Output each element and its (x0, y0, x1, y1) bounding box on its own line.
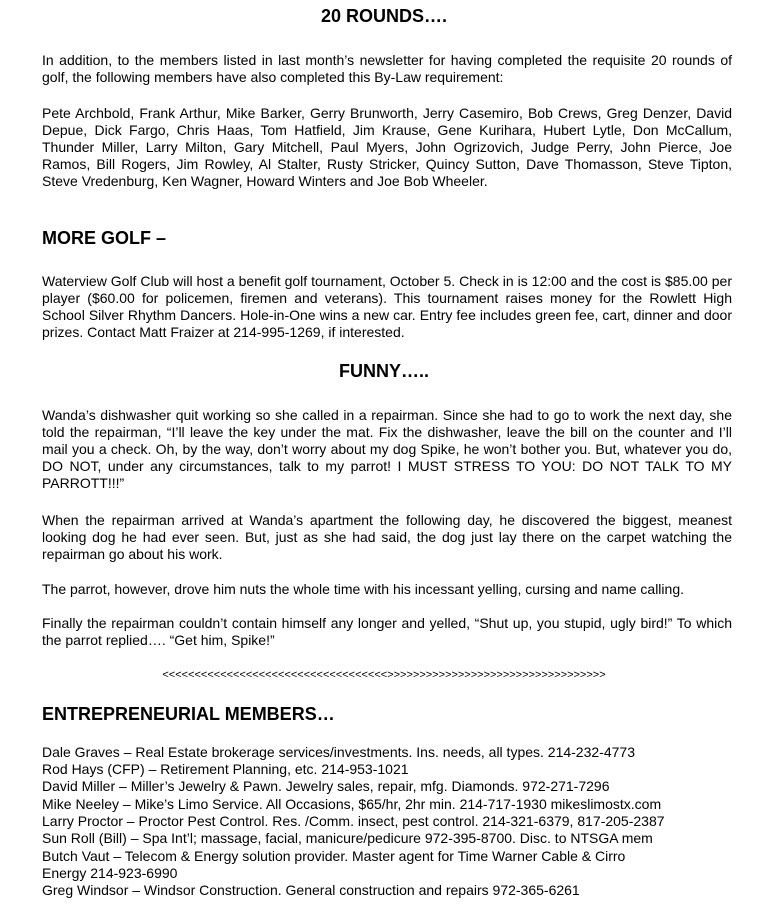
funny-paragraph-3: The parrot, however, drove him nuts the whole time with his incessant yelling, cursing and name calling. (42, 581, 684, 597)
entrepreneur-line: Dale Graves – Real Estate brokerage services/investments. Ins. needs, all types. 214-232-4773 (42, 744, 635, 760)
funny-heading: FUNNY….. (339, 361, 429, 381)
entrepreneur-line: Mike Neeley – Mike’s Limo Service. All Occasions, $65/hr, 2hr min. 214-717-1930 mikeslimostx.com (42, 796, 662, 812)
funny-paragraph-4: Finally the repairman couldn’t contain himself any longer and yelled, “Shut up, you stupid, ugly bird!” To which the parrot replied…. “Get him, Spike!” (42, 615, 732, 648)
more-golf-text: Waterview Golf Club will host a benefit golf tournament, October 5. Check in is 12:00 and the cost is $85.00 per player ($60.00 for policemen, firemen and veterans). This tournament raises money for the Rowlett High School Silver Rhythm Dancers. Hole-in-One wins a new car. Entry fee includes green fee, cart, dinner and door prizes. Contact Matt Fraizer at 214-995-1269, if interested. (42, 273, 732, 340)
more-golf-heading: MORE GOLF – (42, 228, 167, 248)
entrepreneur-line: Energy 214-923-6990 (42, 865, 178, 881)
entrepreneur-line: Butch Vaut – Telecom & Energy solution provider. Master agent for Time Warner Cable & Cirro (42, 848, 626, 864)
funny-paragraph-2: When the repairman arrived at Wanda’s apartment the following day, he discovered the biggest, meanest looking dog he had ever seen. But, just as she had said, the dog just lay there on the carpet watching the repairman go about his work. (42, 512, 732, 562)
entrepreneur-line: Rod Hays (CFP) – Retirement Planning, etc. 214-953-1021 (42, 761, 409, 777)
entrepreneur-line: David Miller – Miller’s Jewelry & Pawn. Jewelry sales, repair, mfg. Diamonds. 972-271-7296 (42, 778, 610, 794)
funny-paragraph-1: Wanda’s dishwasher quit working so she called in a repairman. Since she had to go to work the next day, she told the repairman, “I’ll leave the key under the mat. Fix the dishwasher, leave the bill on the counter and I’ll mail you a check. Oh, by the way, don’t worry about my dog Spike, he won’t bother you. But, whatever you do, DO NOT, under any circumstances, talk to my parrot! I MUST STRESS TO YOU: DO NOT TALK TO MY PARROTT!!!” (42, 407, 732, 491)
entrepreneur-line: Greg Windsor – Windsor Construction. General construction and repairs 972-365-6261 (42, 882, 580, 898)
rounds-intro: In addition, to the members listed in last month’s newsletter for having completed the requisite 20 rounds of golf, the following members have also completed this By-Law requirement: (42, 52, 732, 85)
rounds-heading: 20 ROUNDS…. (320, 6, 448, 26)
entrepreneurial-heading: ENTREPRENEURIAL MEMBERS… (42, 704, 335, 724)
entrepreneur-line: Sun Roll (Bill) – Spa Int’l; massage, facial, manicure/pedicure 972-395-8700. Disc. to NTSGA mem (42, 830, 653, 846)
section-separator: <<<<<<<<<<<<<<<<<<<<<<<<<<<<<<<<<<<>>>>>>>>>>>>>>>>>>>>>>>>>>>>>>>>>> (162, 669, 606, 681)
rounds-members-list: Pete Archbold, Frank Arthur, Mike Barker, Gerry Brunworth, Jerry Casemiro, Bob Crews, Greg Denzer, David Depue, Dick Fargo, Chris Haas, Tom Hatfield, Jim Krause, Gene Kurihara, Hubert Lytle, Don McCallum, Thunder Miller, Larry Milton, Gary Mitchell, Paul Myers, John Ogrizovich, Judge Perry, John Pierce, Joe Ramos, Bill Rogers, Jim Rowley, Al Stalter, Rusty Stricker, Quincy Sutton, Dave Thomasson, Steve Tipton, Steve Vredenburg, Ken Wagner, Howard Winters and Joe Bob Wheeler. (42, 105, 732, 189)
entrepreneur-line: Larry Proctor – Proctor Pest Control. Res. /Comm. insect, pest control. 214-321-6379, 817-205-2387 (42, 813, 665, 829)
